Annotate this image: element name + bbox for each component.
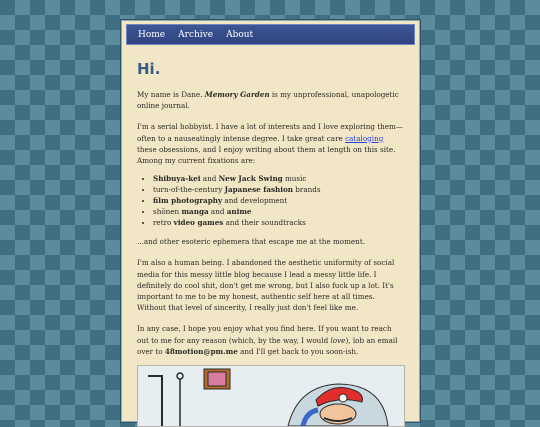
top-nav bbox=[126, 24, 415, 45]
site-name: Memory Garden bbox=[204, 90, 270, 99]
list-strong: Japanese fashion bbox=[224, 185, 294, 195]
list-strong: video games bbox=[173, 218, 224, 228]
list-text: turn-of-the-century bbox=[153, 185, 225, 195]
list-strong: Shibuya-kei bbox=[153, 174, 201, 184]
list-text: and development bbox=[222, 196, 288, 206]
contact-text: In any case, I hope you enjoy what you find here. If you want to reach out to me for any reason (which, by the way, I would bbox=[137, 324, 392, 345]
intro-text: My name is Dane. bbox=[137, 90, 205, 99]
intro-paragraph bbox=[137, 89, 405, 111]
list-item bbox=[153, 217, 405, 228]
list-text: shōnen bbox=[153, 207, 182, 217]
intro-text-end: is my unprofessional, unapologetic online journal. bbox=[137, 90, 399, 111]
game-artwork-illustration bbox=[138, 366, 404, 426]
list-text: brands bbox=[293, 185, 321, 195]
list-strong: film photography bbox=[153, 196, 223, 206]
contact-text-end: and I'll get back to you soon-ish. bbox=[237, 346, 359, 356]
hobbies-text: I'm a serial hobbyist. I have a lot of interests and I love exploring them—often to a nauseatingly intense degree. I take great care bbox=[137, 122, 403, 143]
list-text: music bbox=[282, 174, 307, 184]
nav-archive-link[interactable]: Archive bbox=[178, 29, 214, 40]
hobbies-text-end: these obsessions, and I enjoy writing about them at length on this site. Among my current fixations are: bbox=[137, 144, 396, 166]
hobbies-paragraph bbox=[137, 121, 405, 166]
list-text: and their soundtracks bbox=[223, 218, 306, 228]
list-item bbox=[153, 173, 405, 184]
contact-text: ), lob an email over to bbox=[137, 335, 398, 356]
list-strong: manga bbox=[181, 207, 209, 217]
list-strong: anime bbox=[226, 207, 252, 217]
nav-home-link[interactable]: Home bbox=[138, 29, 166, 40]
list-strong: New Jack Swing bbox=[218, 174, 283, 184]
human-paragraph: I'm also a human being. I abandoned the aesthetic uniformity of social media for this messy little blog because I lead a messy little life. I definitely do cool shit, don't get me wrong, but I also fuck up a lot. It's important to me to be my honest, authentic self here at all times. Without that level of sincerity, I really just don't feel like me. bbox=[137, 258, 395, 313]
nav-about-link[interactable]: About bbox=[226, 29, 254, 40]
email-address[interactable]: 48motion@pm.me bbox=[164, 346, 238, 356]
page-container bbox=[121, 20, 420, 422]
page-title: Hi. bbox=[137, 60, 161, 78]
fixations-list bbox=[137, 173, 405, 228]
list-item bbox=[153, 184, 405, 195]
featured-image bbox=[137, 365, 405, 427]
list-text: and bbox=[200, 174, 219, 184]
main-content bbox=[137, 57, 405, 367]
contact-emphasis: love bbox=[330, 335, 346, 345]
list-text: retro bbox=[153, 218, 174, 228]
list-item bbox=[153, 195, 405, 206]
list-text: and bbox=[208, 207, 227, 217]
contact-paragraph bbox=[137, 323, 405, 357]
ephemera-paragraph: ...and other esoteric ephemera that escape me at the moment. bbox=[137, 237, 365, 247]
cataloging-link[interactable]: cataloging bbox=[345, 133, 384, 143]
list-item bbox=[153, 206, 405, 217]
